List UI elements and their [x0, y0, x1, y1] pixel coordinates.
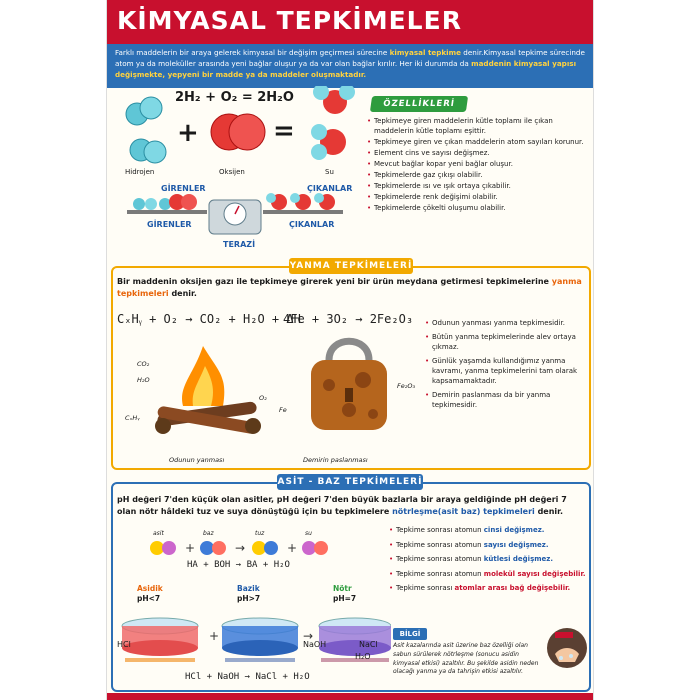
- ozellik-item: • Tepkimelerde gaz çıkışı olabilir.: [367, 170, 589, 180]
- asitbaz-item: [389, 555, 589, 565]
- hand-washing-icon: [545, 626, 589, 670]
- ozellikleri-list: [367, 116, 589, 214]
- yanma-para1: Bir maddenin oksijen gazı ile tepkimeye girerek yeni bir ürün meydana getirmesi tepkimelerine: [117, 277, 552, 286]
- fe-label: Fe: [279, 406, 287, 414]
- beaker-chem-h2o: H₂O: [355, 652, 371, 661]
- campfire-caption: Odunun yanması: [169, 456, 225, 464]
- water-molecule-icon: [311, 86, 355, 160]
- plus-sign: +: [177, 118, 199, 148]
- terazi-label: TERAZİ: [223, 240, 256, 249]
- o2-label: O₂: [259, 394, 267, 402]
- yanma-para2: denir.: [168, 288, 197, 298]
- campfire-icon: [143, 336, 273, 446]
- beaker-neutral-name: Nötr: [333, 584, 352, 593]
- beaker-neutral-ph: pH=7: [333, 594, 357, 603]
- combustion-equation: CₓHᵧ + O₂ → CO₂ + H₂O + ΔH: [117, 312, 301, 326]
- equals-sign: =: [273, 116, 295, 146]
- asitbaz-item-highlight: atomlar arası bağ değişebilir.: [454, 584, 571, 592]
- rust-caption: Demirin paslanması: [303, 456, 368, 464]
- ozellik-item: • Tepkimeye giren maddelerin kütle toplamı ile çıkan maddelerin kütle toplamı eşittir.: [367, 116, 589, 137]
- cikanlar-label: ÇIKANLAR: [307, 184, 353, 193]
- svg-text:+: +: [185, 541, 196, 555]
- asitbaz-para1: pH değeri 7'den küçük olan asitler, pH değeri 7'den büyük bazlarla bir araya geldiğinde pH değeri 7 olan nötr hâldeki tuz ve suya dönüştüğü için bu tepkimelere: [117, 495, 567, 516]
- water-label: Su: [325, 168, 334, 176]
- intro-part2: denir.Kimyasal tepkime sürecinde atom ya da moleküller arasında yeni bağlar oluşur ya da var olan bağlar kırılır. Her iki durumda da: [115, 48, 585, 68]
- ozellik-item: • Tepkimelerde renk değişimi olabilir.: [367, 192, 589, 202]
- beaker-acid-name: Asidik: [137, 584, 163, 593]
- asitbaz-paragraph: [117, 494, 587, 517]
- asitbaz-item-text: Tepkime sonrası atomun: [396, 569, 484, 578]
- asitbaz-item: [389, 541, 589, 551]
- yanma-item: • Bütün yanma tepkimelerinde alev ortaya çıkmaz.: [425, 332, 585, 352]
- cxhy-label: CₓHᵧ: [125, 414, 140, 422]
- neutralization-molecules-icon: [147, 532, 387, 562]
- rust-equation: 4Fe + 3O₂ → 2Fe₂O₃: [283, 312, 414, 326]
- asitbaz-item-text: Tepkime sonrası: [396, 584, 455, 592]
- bilgi-heading: BİLGİ: [393, 628, 427, 640]
- mol-label-su: su: [305, 530, 312, 537]
- ozellik-item: • Element cins ve sayısı değişmez.: [367, 148, 589, 158]
- asitbaz-para2: denir.: [534, 506, 564, 516]
- svg-text:+: +: [209, 629, 220, 643]
- beaker-acid-ph: pH<7: [137, 594, 161, 603]
- water-equation: 2H₂ + O₂ = 2H₂O: [175, 90, 294, 105]
- hydrogen-molecule-icon: [126, 97, 166, 163]
- mol-label-baz: baz: [203, 530, 214, 537]
- intro-part1: Farklı maddelerin bir araya gelerek kimyasal bir değişim geçirmesi sürecine: [115, 48, 390, 57]
- asitbaz-item-text: Tepkime sonrası atomun: [396, 526, 484, 534]
- svg-text:+: +: [287, 541, 298, 555]
- bottom-bar: [107, 693, 594, 700]
- yanma-heading: YANMA TEPKİMELERİ: [289, 258, 413, 274]
- beakers-icon: [115, 606, 391, 666]
- asitbaz-list: [389, 526, 589, 599]
- yanma-item: • Odunun yanması yanma tepkimesidir.: [425, 318, 585, 328]
- cikanlar-label-scale: ÇIKANLAR: [289, 220, 335, 229]
- yanma-item: • Günlük yaşamda kullandığımız yanma kavramı, yanma tepkimelerini tam olarak kapsamamaktadır.: [425, 356, 585, 386]
- fe2o3-label: Fe₂O₃: [397, 382, 416, 390]
- asitbaz-item-text: Tepkime sonrası atomun: [396, 540, 484, 549]
- asitbaz-highlight: nötrleşme(asit baz) tepkimeleri: [392, 506, 535, 516]
- poster: [106, 0, 594, 700]
- co2-label: CO₂: [137, 360, 150, 368]
- asitbaz-item-highlight: sayısı değişmez.: [483, 540, 549, 549]
- mol-label-tuz: tuz: [255, 530, 265, 537]
- ozellikleri-heading: ÖZELLİKLERİ: [370, 96, 468, 112]
- girenler-label: GİRENLER: [161, 184, 206, 193]
- hcl-naoh-equation: HCl + NaOH → NaCl + H₂O: [185, 672, 310, 682]
- mol-label-asit: asit: [153, 530, 164, 537]
- oxygen-molecule-icon: [211, 114, 265, 150]
- title-bar: [107, 0, 594, 44]
- asitbaz-item-highlight: kütlesi değişmez.: [483, 555, 554, 563]
- yanma-paragraph: [117, 276, 587, 299]
- asitbaz-item: [389, 584, 589, 594]
- ozellik-item: • Tepkimeye giren ve çıkan maddelerin atom sayıları korunur.: [367, 137, 589, 147]
- rusty-lock-icon: [299, 330, 399, 440]
- yanma-highlight: yanma tepkimeleri: [117, 277, 582, 298]
- bilgi-text: Asit kazalarında asit üzerine baz özelliği olan sabun sürülerek nötrleşme (sonucu asidin kimyasal etkisi) azaltılır. Bu şekilde asidin neden olacağı yanma ya da tahrişin etkisi azaltılır.: [393, 642, 539, 676]
- page-title: KİMYASAL TEPKİMELER: [117, 6, 462, 35]
- ozellik-item: • Tepkimelerde ısı ve ışık ortaya çıkabilir.: [367, 181, 589, 191]
- ozellik-item: • Mevcut bağlar kopar yeni bağlar oluşur.: [367, 159, 589, 169]
- beaker-chem-naoh: NaOH: [303, 640, 327, 649]
- asitbaz-item-highlight: molekül sayısı değişebilir.: [483, 569, 586, 578]
- ozellik-item: • Tepkimelerde çökelti oluşumu olabilir.: [367, 203, 589, 213]
- svg-text:→: →: [235, 541, 246, 555]
- asitbaz-item: [389, 570, 589, 580]
- yanma-list: [425, 318, 585, 414]
- beaker-base-ph: pH>7: [237, 594, 261, 603]
- beaker-chem-hcl: HCl: [117, 640, 131, 649]
- intro-text: [107, 44, 594, 88]
- asitbaz-item-highlight: cinsi değişmez.: [483, 526, 545, 534]
- girenler-label-scale: GİRENLER: [147, 220, 192, 229]
- h2o-label: H₂O: [137, 376, 150, 384]
- hydrogen-label: Hidrojen: [125, 168, 155, 176]
- generic-neutralization-equation: HA + BOH → BA + H₂O: [187, 560, 290, 570]
- oxygen-label: Oksijen: [219, 168, 245, 176]
- asitbaz-item: [389, 526, 589, 536]
- asitbaz-item-text: Tepkime sonrası atomun: [396, 555, 484, 563]
- beaker-base-name: Bazik: [237, 584, 260, 593]
- asitbaz-heading: ASİT - BAZ TEPKİMELERİ: [277, 474, 423, 490]
- intro-highlight-1: kimyasal tepkime: [389, 48, 462, 57]
- intro-highlight-2: maddenin kimyasal yapısı değişmekte, yepyeni bir madde ya da maddeler oluşmaktadır.: [115, 59, 577, 79]
- beaker-chem-nacl: NaCl: [359, 640, 378, 649]
- yanma-item: • Demirin paslanması da bir yanma tepkimesidir.: [425, 390, 585, 410]
- svg-text:→: →: [303, 629, 314, 643]
